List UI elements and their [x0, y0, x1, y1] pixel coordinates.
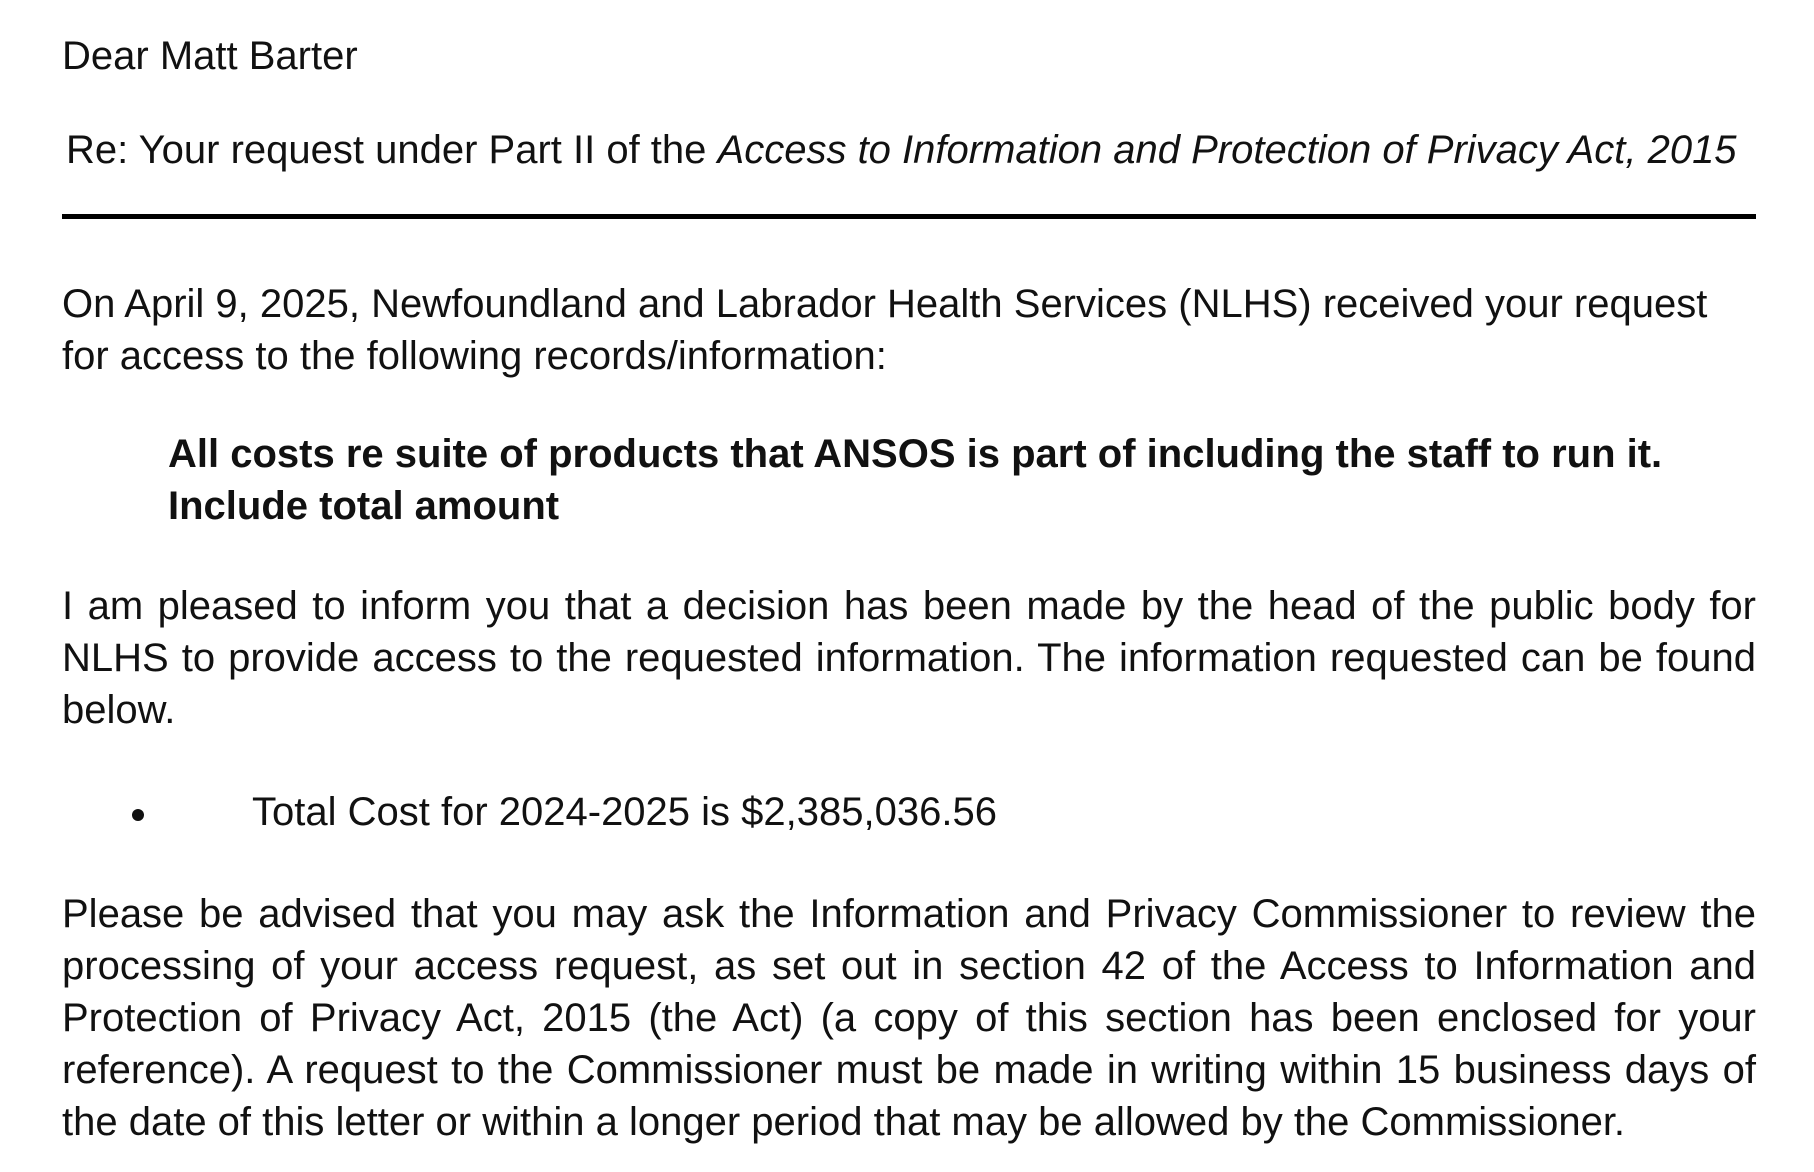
intro-paragraph: On April 9, 2025, Newfoundland and Labrador Health Services (NLHS) received your request for access to the following records/information: — [62, 282, 1708, 378]
decision-paragraph: I am pleased to inform you that a decision has been made by the head of the public body for NLHS to provide access to the requested information. The information requested can be found below. — [62, 584, 1756, 732]
request-quote: All costs re suite of products that ANSOS is part of including the staff to run it. Include total amount — [168, 432, 1663, 528]
total-cost-text: Total Cost for 2024-2025 is $2,385,036.56 — [252, 790, 997, 834]
review-rights-paragraph: Please be advised that you may ask the Information and Privacy Commissioner to review the processing of your access request, as set out in section 42 of the Access to Information and Protection of Privacy Act, 2015 (the Act) (a copy of this section has been enclosed for your reference). A request to the Commissioner must be made in writing within 15 business days of the date of this letter or within a longer period that may be allowed by the Commissioner. — [62, 892, 1756, 1144]
subject-line — [66, 124, 1737, 176]
salutation: Dear Matt Barter — [62, 34, 358, 78]
horizontal-rule — [62, 214, 1756, 219]
act-title: Access to Information and Protection of Privacy Act, 2015 — [717, 128, 1737, 172]
subject-prefix: Re: Your request under Part II of the — [66, 128, 718, 172]
